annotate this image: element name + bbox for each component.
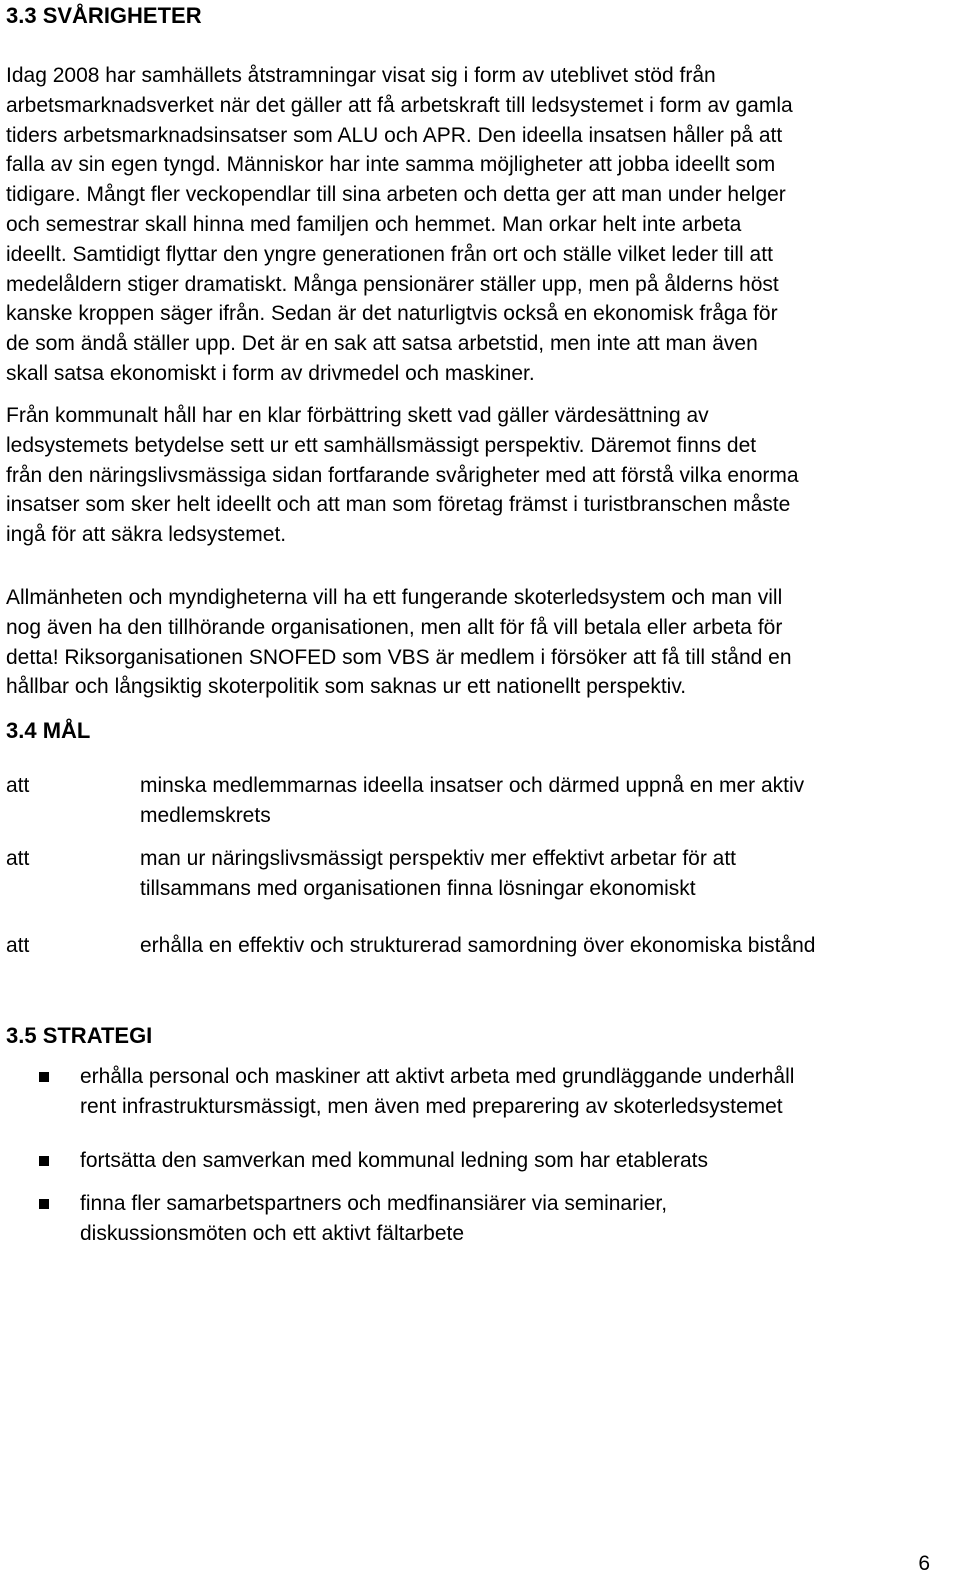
text-line: tiders arbetsmarknadsinsatser som ALU och APR. Den ideella insatsen håller på att: [6, 123, 783, 147]
section-heading-strategi: 3.5 STRATEGI: [6, 1023, 153, 1048]
text-line: tidigare. Mångt fler veckopendlar till sina arbeten och detta ger att man under helger: [6, 183, 786, 207]
text-line: hållbar och långsiktig skoterpolitik som saknas ur ett nationellt perspektiv.: [6, 675, 687, 699]
text-line: Allmänheten och myndigheterna vill ha ett fungerande skoterledsystem och man vill: [6, 586, 783, 609]
text-line: falla av sin egen tyngd. Människor har inte samma möjligheter att jobba ideellt som: [6, 153, 776, 177]
text-line: rent infrastruktursmässigt, men även med preparering av skoterledsystemet: [80, 1095, 783, 1118]
text-line: ledsystemets betydelse sett ur ett samhällsmässigt perspektiv. Däremot finns det: [6, 433, 757, 457]
square-bullet-icon: [39, 1072, 49, 1082]
text-line: Från kommunalt håll har en klar förbättring skett vad gäller värdesättning av: [6, 404, 709, 427]
goal-text: [140, 931, 950, 961]
text-line: diskussionsmöten och ett aktivt fältarbete: [80, 1222, 465, 1245]
section-heading-mal: 3.4 MÅL: [6, 718, 91, 743]
text-line: minska medlemmarnas ideella insatser och därmed uppnå en mer aktiv: [140, 774, 805, 797]
square-bullet-icon: [39, 1199, 49, 1209]
paragraph-svarigheter-1: [6, 61, 951, 389]
text-line: ideellt. Samtidigt flyttar den yngre generationen från ort och ställe vilket leder till att: [6, 242, 773, 266]
text-line: insatser som sker helt ideellt och att man som företag främst i turistbranschen måste: [6, 493, 791, 517]
text-line: kanske kroppen säger ifrån. Sedan är det naturligtvis också en ekonomisk fråga för: [6, 302, 778, 326]
text-line: Idag 2008 har samhällets åtstramningar visat sig i form av uteblivet stöd från: [6, 64, 716, 87]
text-line: nog även ha den tillhörande organisationen, men allt för få vill betala eller arbeta för: [6, 615, 783, 639]
text-line: tillsammans med organisationen finna lösningar ekonomiskt: [140, 877, 696, 900]
goal-lead: att: [6, 847, 30, 870]
text-line: ingå för att säkra ledsystemet.: [6, 523, 287, 547]
text-line: man ur näringslivsmässigt perspektiv mer effektivt arbetar för att: [140, 847, 737, 870]
bullet-text: [80, 1146, 950, 1176]
text-line: de som ändå ställer upp. Det är en sak att satsa arbetstid, men inte att man även: [6, 332, 758, 356]
text-line: från den näringslivsmässiga sidan fortfarande svårigheter med att förstå vilka enorma: [6, 463, 799, 487]
paragraph-svarigheter-2: [6, 401, 951, 550]
bullet-text: [80, 1189, 950, 1249]
text-line: fortsätta den samverkan med kommunal ledning som har etablerats: [80, 1149, 708, 1172]
text-line: och semestrar skall hinna med familjen och hemmet. Man orkar helt inte arbeta: [6, 212, 742, 236]
text-line: erhålla personal och maskiner att aktivt arbeta med grundläggande underhåll: [80, 1065, 795, 1088]
text-line: arbetsmarknadsverket när det gäller att få arbetskraft till ledsystemet i form av gamla: [6, 93, 793, 117]
paragraph-svarigheter-3: [6, 583, 951, 702]
text-line: erhålla en effektiv och strukturerad samordning över ekonomiska bistånd: [140, 934, 816, 957]
section-heading-svarigheter: 3.3 SVÅRIGHETER: [6, 3, 202, 28]
page-number: 6: [918, 1552, 930, 1575]
bullet-text: [80, 1062, 950, 1122]
text-line: detta! Riksorganisationen SNOFED som VBS är medlem i försöker att få till stånd en: [6, 645, 792, 669]
text-line: medlemskrets: [140, 804, 271, 827]
goal-text: [140, 844, 950, 904]
text-line: medelåldern stiger dramatiskt. Många pensionärer ställer upp, men på ålderns höst: [6, 272, 779, 296]
text-line: skall satsa ekonomiskt i form av drivmedel och maskiner.: [6, 361, 535, 385]
goal-lead: att: [6, 934, 30, 957]
square-bullet-icon: [39, 1156, 49, 1166]
goal-lead: att: [6, 774, 30, 797]
text-line: finna fler samarbetspartners och medfinansiärer via seminarier,: [80, 1192, 668, 1215]
goal-text: [140, 771, 950, 831]
